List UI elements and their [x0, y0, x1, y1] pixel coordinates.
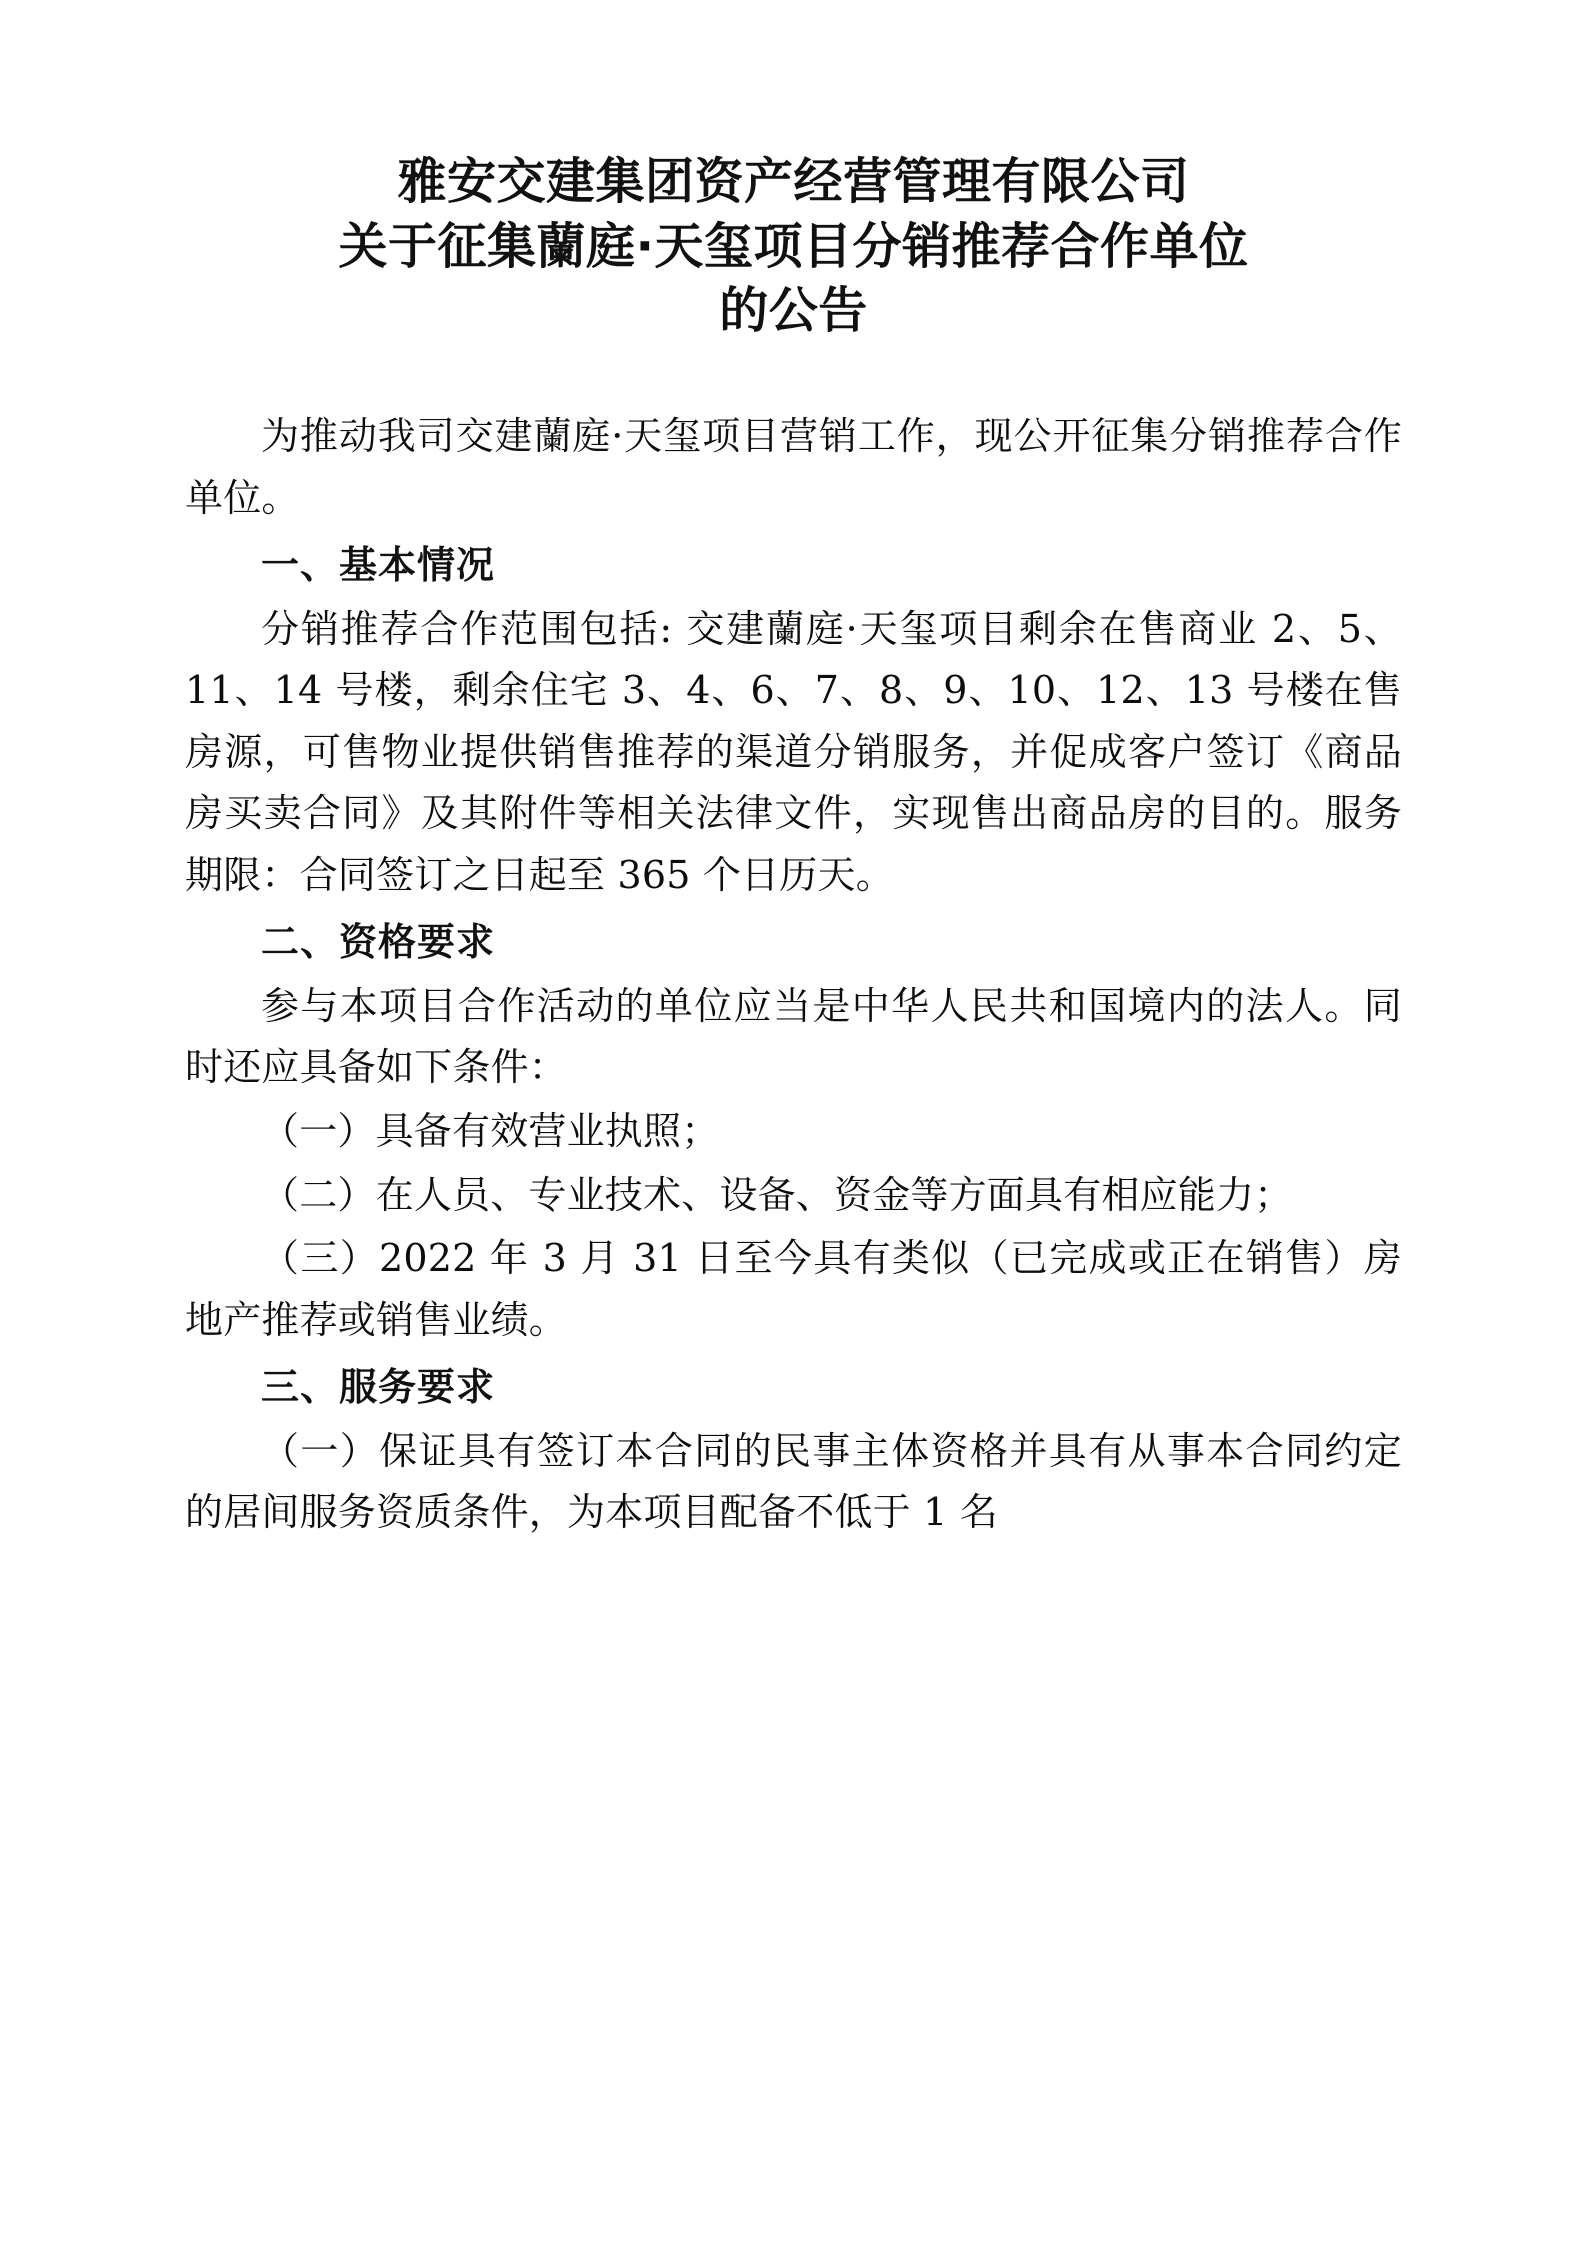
paragraph-intro: 为推动我司交建蘭庭·天玺项目营销工作，现公开征集分销推荐合作单位。 [185, 414, 1402, 520]
document-body [185, 406, 1402, 1544]
section-heading-basic-info: 一、基本情况 [261, 543, 496, 588]
title-line-3: 的公告 [719, 282, 868, 340]
paragraph-service-item-1: （一）保证具有签订本合同的民事主体资格并具有从事本合同约定的居间服务资质条件，为本项目配备不低于 1 名 [185, 1428, 1402, 1535]
title-line-2: 关于征集蘭庭·天玺项目分销推荐合作单位 [338, 217, 1249, 275]
page-title [185, 150, 1402, 344]
paragraph-qualification-item-2: （二）在人员、专业技术、设备、资金等方面具有相应能力； [261, 1172, 1293, 1217]
section-heading-service-requirements: 三、服务要求 [261, 1365, 496, 1410]
paragraph-qualification-item-3: （三）2022 年 3 月 31 日至今具有类似（已完成或正在销售）房地产推荐或销售业绩。 [185, 1236, 1402, 1342]
paragraph-qualification-item-1: （一）具备有效营业执照； [261, 1109, 720, 1154]
title-line-1: 雅安交建集团资产经营管理有限公司 [397, 153, 1190, 210]
paragraph-basic-info: 分销推荐合作范围包括: 交建蘭庭·天玺项目剩余在售商业 2、5、11、14 号楼，剩余住宅 3、4、6、7、8、9、10、12、13 号楼在售房源，可售物业提供销售推荐的渠道分销服务，并促成客户签订《商品房买卖合同》及其附件等相关法律文件，实现售出商品房的目的。服务期限：合同签订之日起至 365 个日历天。 [185, 606, 1402, 897]
section-heading-qualification: 二、资格要求 [261, 920, 496, 965]
paragraph-qualification-intro: 参与本项目合作活动的单位应当是中华人民共和国境内的法人。同时还应具备如下条件： [185, 983, 1402, 1090]
